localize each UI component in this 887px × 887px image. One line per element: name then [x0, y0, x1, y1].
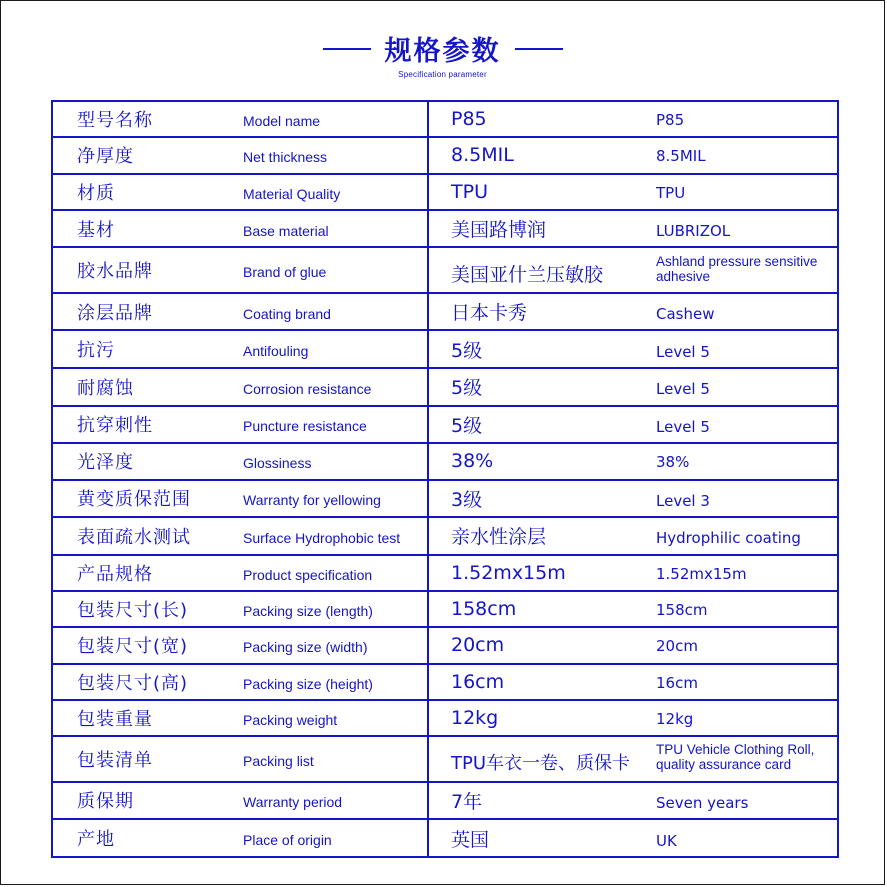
value-cn: 12kg — [451, 707, 499, 730]
value-cell — [428, 591, 838, 627]
value-cn: 7年 — [451, 790, 483, 813]
parameter-name-cn: 表面疏水测试 — [77, 526, 191, 548]
parameter-name-en: Packing size (length) — [243, 603, 373, 620]
table-row — [52, 480, 838, 518]
value-en: UK — [656, 831, 677, 850]
parameter-name-cn: 产品规格 — [77, 563, 153, 585]
table-row — [52, 782, 838, 820]
spec-table-body — [52, 101, 838, 857]
value-cell — [428, 555, 838, 591]
parameter-name-en: Glossiness — [243, 455, 312, 472]
parameter-name-cn: 包装尺寸(宽) — [77, 636, 189, 658]
parameter-name-en: Packing size (height) — [243, 675, 373, 692]
parameter-cell — [52, 480, 428, 518]
value-cn: 8.5MIL — [451, 144, 514, 167]
parameter-name-cn: 抗穿刺性 — [77, 415, 153, 437]
value-en: 12kg — [656, 710, 694, 729]
parameter-name-cn: 抗污 — [77, 340, 115, 362]
parameter-name-en: Packing size (width) — [243, 639, 368, 656]
parameter-name-cn: 型号名称 — [77, 110, 153, 132]
value-cell — [428, 819, 838, 857]
page-subtitle: Specification parameter — [398, 70, 487, 79]
parameter-cell — [52, 819, 428, 857]
value-en: 20cm — [656, 637, 698, 656]
value-cn: TPU — [451, 180, 488, 203]
title-right-rule — [515, 48, 563, 50]
parameter-name-cn: 材质 — [77, 182, 115, 204]
parameter-cell — [52, 247, 428, 292]
value-en: Hydrophilic coating — [656, 529, 801, 548]
value-en: Level 3 — [656, 491, 710, 510]
parameter-cell — [52, 406, 428, 444]
parameter-name-cn: 质保期 — [77, 791, 134, 813]
parameter-name-cn: 涂层品牌 — [77, 302, 153, 324]
value-cell — [428, 293, 838, 331]
parameter-name-en: Product specification — [243, 566, 373, 583]
table-row — [52, 555, 838, 591]
value-cn: 美国亚什兰压敏胶 — [451, 263, 604, 286]
parameter-cell — [52, 782, 428, 820]
value-en: LUBRIZOL — [656, 222, 731, 241]
table-row — [52, 736, 838, 781]
value-cell — [428, 174, 838, 210]
table-row — [52, 210, 838, 248]
value-cell — [428, 700, 838, 736]
value-cell — [428, 101, 838, 137]
parameter-name-cn: 包装尺寸(高) — [77, 672, 189, 694]
value-en: Ashland pressure sensitive adhesive — [656, 253, 818, 284]
table-row — [52, 517, 838, 555]
table-row — [52, 664, 838, 700]
value-cn: 美国路博润 — [451, 219, 547, 242]
value-cell — [428, 137, 838, 173]
parameter-name-en: Coating brand — [243, 305, 331, 322]
parameter-cell — [52, 101, 428, 137]
parameter-name-cn: 包装重量 — [77, 709, 153, 731]
table-row — [52, 443, 838, 479]
parameter-name-cn: 耐腐蚀 — [77, 377, 134, 399]
parameter-name-en: Place of origin — [243, 832, 332, 849]
parameter-cell — [52, 517, 428, 555]
value-cn: 158cm — [451, 598, 517, 621]
parameter-name-en: Packing weight — [243, 712, 338, 729]
parameter-cell — [52, 210, 428, 248]
value-cn: 5级 — [451, 339, 483, 362]
value-en: Cashew — [656, 305, 715, 324]
spec-table — [51, 100, 839, 858]
value-en: Seven years — [656, 793, 749, 812]
table-row — [52, 330, 838, 368]
table-row — [52, 819, 838, 857]
parameter-name-en: Puncture resistance — [243, 418, 367, 435]
parameter-name-cn: 基材 — [77, 219, 115, 241]
table-row — [52, 293, 838, 331]
table-row — [52, 700, 838, 736]
parameter-name-cn: 产地 — [77, 829, 115, 851]
parameter-name-en: Material Quality — [243, 185, 341, 202]
table-row — [52, 368, 838, 406]
value-cn: 38% — [451, 450, 494, 473]
page-title: 规格参数 — [384, 36, 501, 67]
value-en: Level 5 — [656, 380, 710, 399]
parameter-cell — [52, 137, 428, 173]
value-cell — [428, 627, 838, 663]
value-en: Level 5 — [656, 342, 710, 361]
value-cell — [428, 517, 838, 555]
value-cell — [428, 247, 838, 292]
value-en: 38% — [656, 453, 690, 472]
value-cn: 20cm — [451, 634, 505, 657]
parameter-name-cn: 黄变质保范围 — [77, 489, 191, 511]
parameter-name-en: Net thickness — [243, 149, 328, 166]
table-row — [52, 174, 838, 210]
value-cell — [428, 368, 838, 406]
value-cell — [428, 330, 838, 368]
table-row — [52, 137, 838, 173]
parameter-cell — [52, 555, 428, 591]
value-cn: 英国 — [451, 828, 490, 851]
parameter-name-cn: 净厚度 — [77, 146, 134, 168]
parameter-cell — [52, 330, 428, 368]
parameter-cell — [52, 664, 428, 700]
value-cn: 日本卡秀 — [451, 302, 528, 325]
value-cell — [428, 736, 838, 781]
header — [1, 29, 884, 79]
value-cn: 1.52mx15m — [451, 561, 566, 584]
parameter-name-en: Base material — [243, 222, 329, 239]
value-en: Level 5 — [656, 417, 710, 436]
parameter-cell — [52, 174, 428, 210]
parameter-name-cn: 光泽度 — [77, 452, 134, 474]
value-en: TPU Vehicle Clothing Roll, quality assurance card — [656, 742, 815, 773]
value-en: TPU — [656, 183, 686, 202]
parameter-name-en: Warranty period — [243, 794, 343, 811]
value-en: 16cm — [656, 673, 698, 692]
parameter-cell — [52, 627, 428, 663]
value-en: 8.5MIL — [656, 147, 706, 166]
parameter-name-en: Packing list — [243, 752, 314, 769]
parameter-name-en: Antifouling — [243, 343, 309, 360]
value-cn: 16cm — [451, 670, 505, 693]
parameter-name-cn: 包装清单 — [77, 749, 153, 771]
parameter-cell — [52, 591, 428, 627]
value-cn: 5级 — [451, 377, 483, 400]
value-cn: P85 — [451, 108, 487, 131]
value-en: 1.52mx15m — [656, 564, 747, 583]
value-en: 158cm — [656, 601, 708, 620]
value-cn: TPU车衣一卷、质保卡 — [451, 753, 631, 775]
parameter-cell — [52, 700, 428, 736]
value-cell — [428, 782, 838, 820]
parameter-cell — [52, 736, 428, 781]
value-cn: 5级 — [451, 414, 483, 437]
parameter-cell — [52, 368, 428, 406]
value-en: P85 — [656, 111, 685, 130]
title-row — [1, 29, 884, 68]
parameter-cell — [52, 293, 428, 331]
value-cell — [428, 210, 838, 248]
parameter-name-en: Brand of glue — [243, 264, 327, 281]
table-row — [52, 591, 838, 627]
table-row — [52, 101, 838, 137]
value-cn: 3级 — [451, 488, 483, 511]
value-cell — [428, 406, 838, 444]
parameter-name-en: Corrosion resistance — [243, 380, 372, 397]
table-row — [52, 406, 838, 444]
table-row — [52, 627, 838, 663]
title-left-rule — [323, 48, 371, 50]
value-cn: 亲水性涂层 — [451, 526, 547, 549]
parameter-name-cn: 胶水品牌 — [77, 261, 153, 283]
table-row — [52, 247, 838, 292]
parameter-name-en: Surface Hydrophobic test — [243, 529, 401, 546]
value-cell — [428, 480, 838, 518]
parameter-name-en: Warranty for yellowing — [243, 492, 381, 509]
parameter-cell — [52, 443, 428, 479]
parameter-name-cn: 包装尺寸(长) — [77, 600, 189, 622]
parameter-name-en: Model name — [243, 113, 321, 130]
value-cell — [428, 443, 838, 479]
value-cell — [428, 664, 838, 700]
